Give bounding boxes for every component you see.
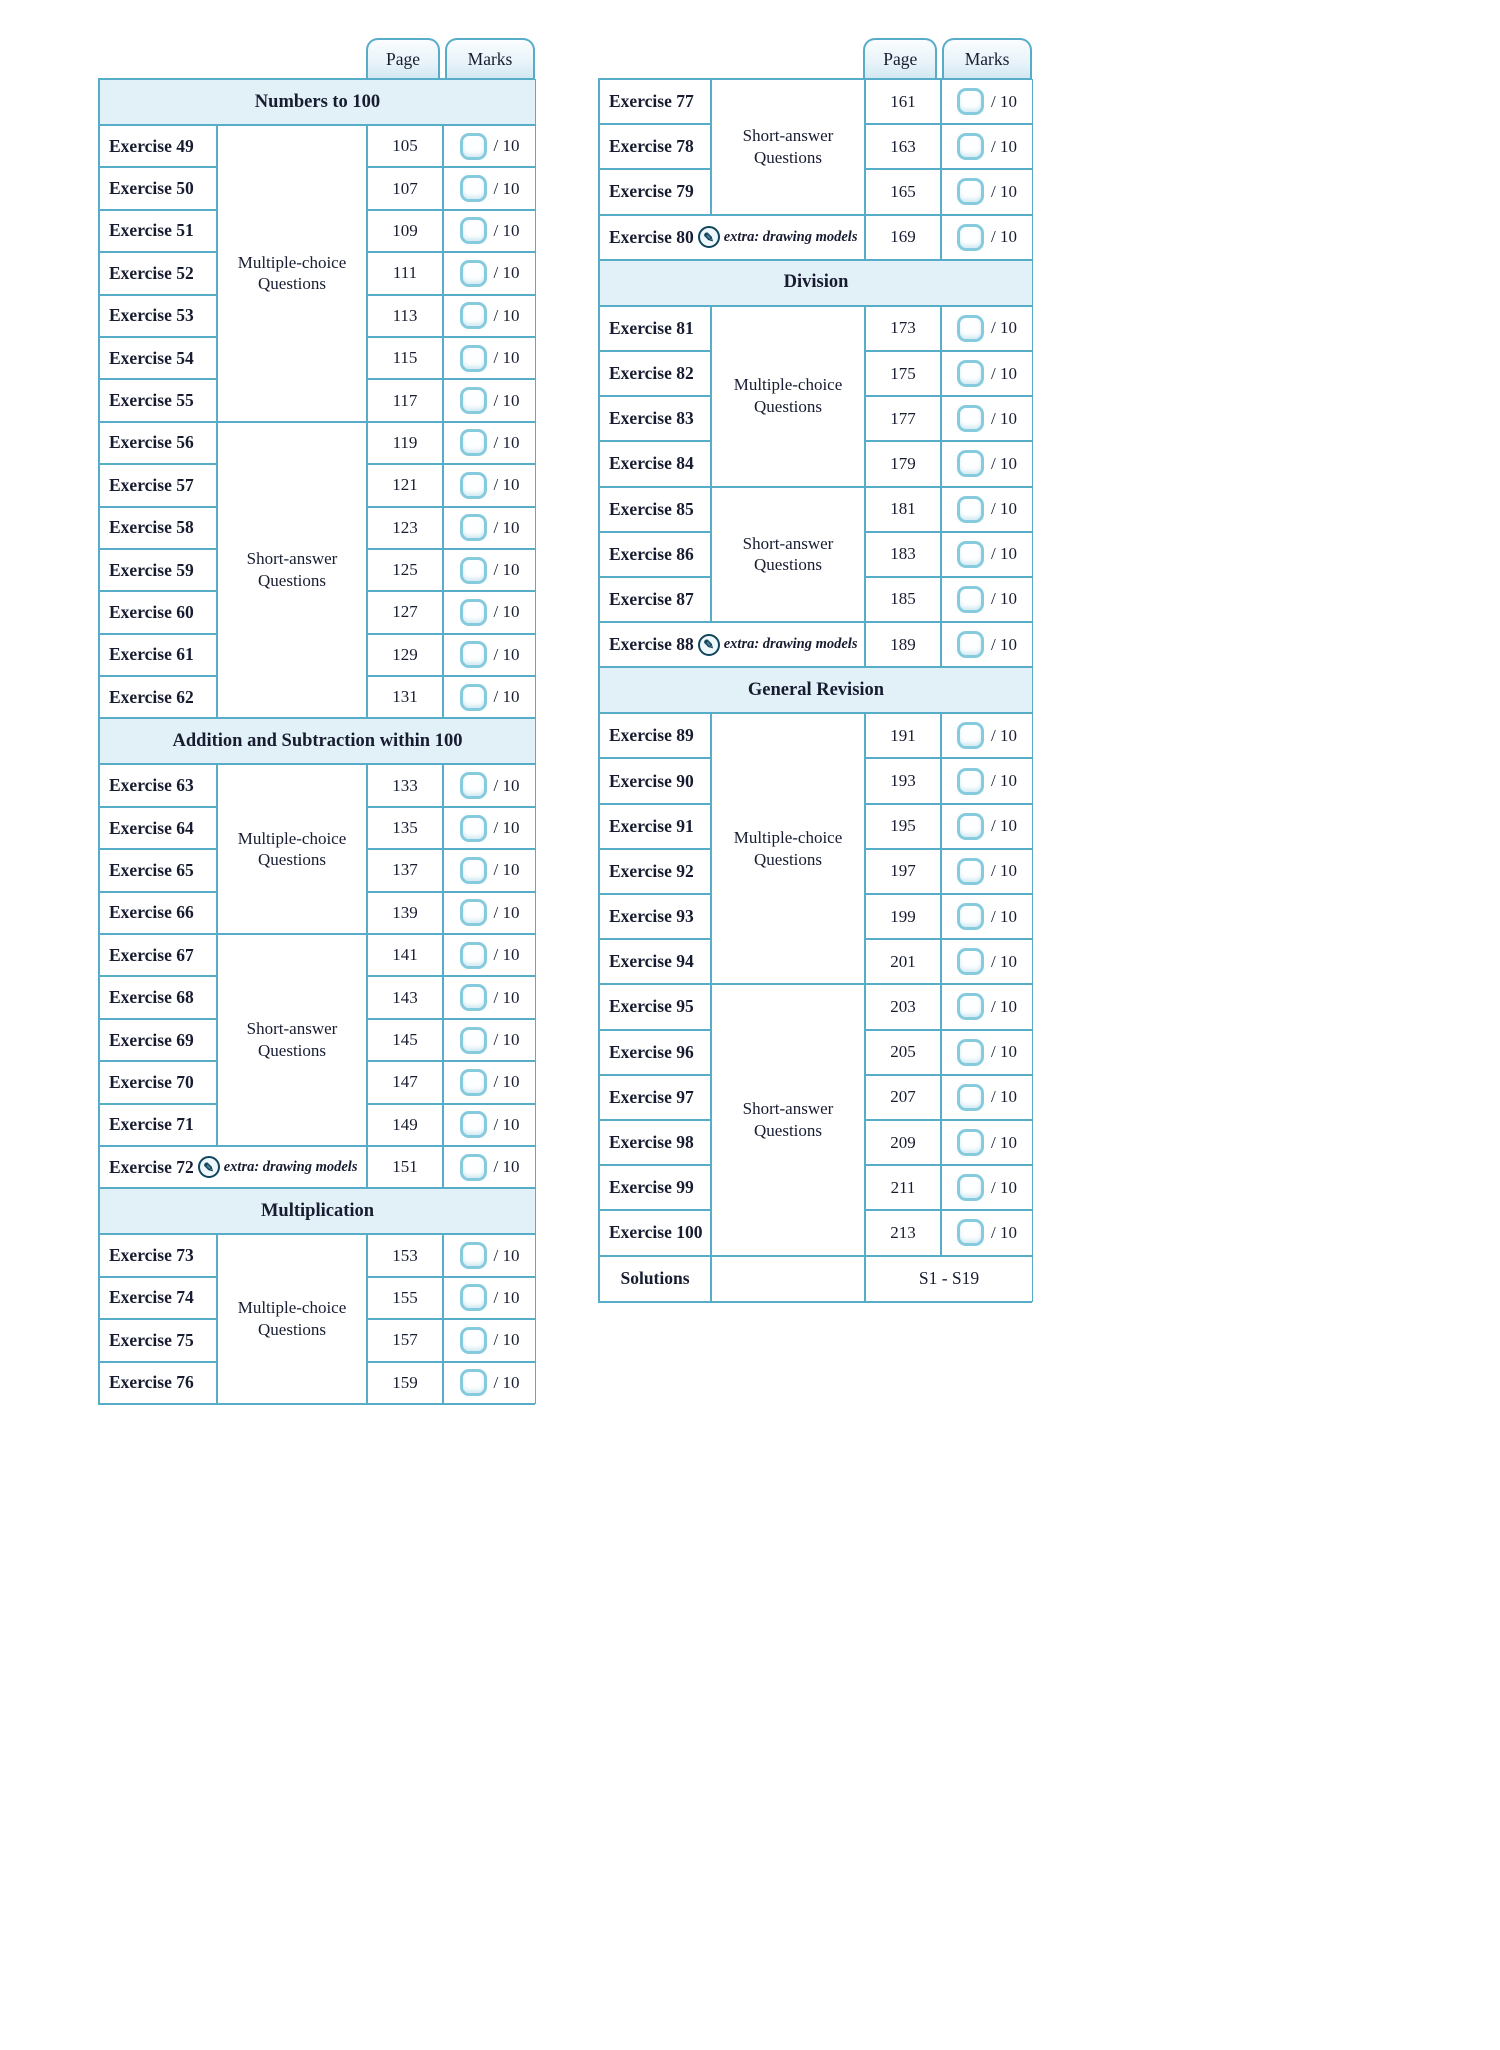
exercise-name-cell: Exercise 54 [99, 337, 217, 379]
marks-label: / 10 [493, 945, 520, 965]
marks-label: / 10 [493, 860, 520, 880]
exercise-name-cell: Exercise 83 [599, 396, 711, 441]
marks-cell [941, 1165, 1033, 1210]
marks-label: / 10 [991, 861, 1017, 881]
page-number-cell: 177 [865, 396, 941, 441]
page-number-cell: 137 [367, 849, 443, 891]
marks-cell [941, 532, 1033, 577]
marks-label: / 10 [991, 1177, 1017, 1197]
marks-input-box[interactable] [460, 133, 487, 160]
marks-input-box[interactable] [460, 175, 487, 202]
marks-cell [443, 167, 536, 209]
marks-input-box[interactable] [460, 857, 487, 884]
exercise-name-cell: Exercise 93 [599, 894, 711, 939]
marks-input-box[interactable] [460, 1327, 487, 1354]
exercise-name-cell: Exercise 56 [99, 422, 217, 464]
marks-input-box[interactable] [957, 360, 984, 387]
marks-label: / 10 [991, 816, 1017, 836]
marks-input-box[interactable] [957, 858, 984, 885]
marks-input-box[interactable] [460, 599, 487, 626]
marks-label: / 10 [991, 181, 1017, 201]
page-number-cell: 165 [865, 169, 941, 214]
exercise-name-cell: Exercise 68 [99, 976, 217, 1018]
exercise-name-cell: Exercise 86 [599, 532, 711, 577]
marks-cell [443, 976, 536, 1018]
page-number-cell: 203 [865, 984, 941, 1029]
exercise-name-cell: Exercise 78 [599, 124, 711, 169]
marks-input-box[interactable] [460, 1069, 487, 1096]
exercise-name-cell: Exercise 82 [599, 351, 711, 396]
marks-input-box[interactable] [957, 948, 984, 975]
exercise-name-cell: Exercise 87 [599, 577, 711, 622]
page-number-cell: 161 [865, 79, 941, 124]
exercise-label: Exercise 88 [609, 634, 694, 655]
page-number-cell: 129 [367, 634, 443, 676]
marks-input-box[interactable] [460, 899, 487, 926]
question-type-cell: Multiple-choice Questions [711, 713, 865, 984]
exercise-name-cell: Exercise 59 [99, 549, 217, 591]
page-number-cell: 163 [865, 124, 941, 169]
exercise-name-cell: Exercise 65 [99, 849, 217, 891]
marks-cell [941, 577, 1033, 622]
marks-label: / 10 [493, 1287, 520, 1307]
pencil-icon: ✎ [698, 226, 720, 248]
exercise-name-cell: Exercise 55 [99, 379, 217, 421]
marks-input-box[interactable] [957, 496, 984, 523]
exercise-name-cell: Exercise 74 [99, 1277, 217, 1319]
marks-label: / 10 [493, 1330, 520, 1350]
pencil-icon: ✎ [698, 634, 720, 656]
marks-cell [941, 758, 1033, 803]
page-number-cell: 107 [367, 167, 443, 209]
marks-input-box[interactable] [957, 1084, 984, 1111]
exercise-name-cell: Exercise 49 [99, 125, 217, 167]
marks-input-box[interactable] [460, 345, 487, 372]
marks-label: / 10 [493, 987, 520, 1007]
exercise-extra-cell [599, 215, 865, 260]
marks-cell [941, 984, 1033, 1029]
marks-cell [941, 713, 1033, 758]
question-type-cell: Multiple-choice Questions [217, 125, 367, 422]
marks-input-box[interactable] [460, 684, 487, 711]
marks-label: / 10 [493, 390, 520, 410]
exercise-name-cell: Exercise 53 [99, 295, 217, 337]
question-type-cell: Short-answer Questions [711, 984, 865, 1255]
marks-input-box[interactable] [957, 586, 984, 613]
page-number-cell: 183 [865, 532, 941, 577]
marks-cell [941, 306, 1033, 351]
page-number-cell: 155 [367, 1277, 443, 1319]
exercise-name-cell: Exercise 61 [99, 634, 217, 676]
page-number-cell: 199 [865, 894, 941, 939]
marks-cell [443, 464, 536, 506]
question-type-cell: Short-answer Questions [217, 422, 367, 719]
marks-input-box[interactable] [460, 942, 487, 969]
exercise-name-cell: Exercise 57 [99, 464, 217, 506]
marks-label: / 10 [493, 687, 520, 707]
page-number-cell: 143 [367, 976, 443, 1018]
marks-input-box[interactable] [957, 813, 984, 840]
marks-label: / 10 [991, 363, 1017, 383]
page-number-cell: 125 [367, 549, 443, 591]
marks-cell [941, 939, 1033, 984]
page-number-cell: 211 [865, 1165, 941, 1210]
page-number-cell: 157 [367, 1319, 443, 1361]
contents-table-right [598, 78, 1032, 1303]
marks-cell [941, 487, 1033, 532]
marks-label: / 10 [493, 263, 520, 283]
marks-label: / 10 [991, 725, 1017, 745]
solutions-spacer-cell [711, 1256, 865, 1302]
marks-cell [443, 591, 536, 633]
marks-label: / 10 [991, 1042, 1017, 1062]
marks-cell [443, 379, 536, 421]
marks-label: / 10 [493, 220, 520, 240]
marks-cell [443, 1277, 536, 1319]
exercise-name-cell: Exercise 96 [599, 1030, 711, 1075]
page-number-cell: 207 [865, 1075, 941, 1120]
marks-label: / 10 [991, 91, 1017, 111]
section-header: Division [599, 260, 1033, 306]
tabs-row [598, 38, 1032, 78]
marks-cell [443, 210, 536, 252]
page-number-cell: 135 [367, 807, 443, 849]
marks-cell [941, 396, 1033, 441]
marks-input-box[interactable] [460, 984, 487, 1011]
marks-label: / 10 [991, 544, 1017, 564]
marks-label: / 10 [991, 318, 1017, 338]
marks-input-box[interactable] [957, 405, 984, 432]
exercise-name-cell: Exercise 79 [599, 169, 711, 214]
solutions-pages-cell: S1 - S19 [865, 1256, 1033, 1302]
marks-label: / 10 [493, 1030, 520, 1049]
page-number-cell: 111 [367, 252, 443, 294]
extra-note: extra: drawing models [723, 636, 858, 653]
marks-input-box[interactable] [460, 1027, 487, 1054]
marks-cell [941, 849, 1033, 894]
section-header: Addition and Subtraction within 100 [99, 718, 536, 764]
exercise-name-cell: Exercise 92 [599, 849, 711, 894]
exercise-name-cell: Exercise 67 [99, 934, 217, 976]
exercise-name-cell: Exercise 76 [99, 1362, 217, 1404]
marks-cell [941, 124, 1033, 169]
marks-cell [941, 804, 1033, 849]
exercise-name-cell: Exercise 89 [599, 713, 711, 758]
page-number-cell: 213 [865, 1210, 941, 1255]
question-type-cell: Short-answer Questions [711, 79, 865, 215]
page-number-cell: 153 [367, 1234, 443, 1276]
exercise-name-cell: Exercise 90 [599, 758, 711, 803]
marks-cell [443, 1061, 536, 1103]
marks-label: / 10 [991, 227, 1017, 247]
marks-input-box[interactable] [460, 815, 487, 842]
marks-cell [443, 1104, 536, 1146]
page-number-cell: 151 [367, 1146, 443, 1188]
page-number-cell: 123 [367, 507, 443, 549]
marks-label: / 10 [991, 136, 1017, 156]
pencil-icon: ✎ [198, 1156, 220, 1178]
marks-input-box[interactable] [957, 178, 984, 205]
marks-label: / 10 [493, 348, 520, 368]
marks-label: / 10 [991, 453, 1017, 473]
marks-input-box[interactable] [957, 133, 984, 160]
marks-label: / 10 [493, 560, 520, 580]
exercise-label: Exercise 72 [109, 1156, 194, 1177]
marks-label: / 10 [991, 1087, 1017, 1107]
marks-input-box[interactable] [460, 514, 487, 541]
page-number-cell: 127 [367, 591, 443, 633]
exercise-name-cell: Exercise 71 [99, 1104, 217, 1146]
marks-label: / 10 [493, 644, 520, 664]
marks-label: / 10 [493, 1072, 520, 1092]
tabs-row [98, 38, 535, 78]
page-number-cell: 141 [367, 934, 443, 976]
marks-input-box[interactable] [460, 1111, 487, 1138]
page-number-cell: 115 [367, 337, 443, 379]
marks-cell [941, 622, 1033, 667]
page-number-cell: 197 [865, 849, 941, 894]
marks-cell [941, 215, 1033, 260]
solutions-label-cell: Solutions [599, 1256, 711, 1302]
page-number-cell: 185 [865, 577, 941, 622]
exercise-extra-cell [99, 1146, 367, 1188]
exercise-name-cell: Exercise 51 [99, 210, 217, 252]
marks-input-box[interactable] [957, 631, 984, 658]
marks-input-box[interactable] [957, 1129, 984, 1156]
exercise-name-cell: Exercise 91 [599, 804, 711, 849]
marks-cell [443, 892, 536, 934]
marks-cell [941, 441, 1033, 486]
marks-cell [443, 125, 536, 167]
marks-label: / 10 [991, 1222, 1017, 1242]
marks-input-box[interactable] [460, 641, 487, 668]
question-type-cell: Multiple-choice Questions [711, 306, 865, 487]
marks-cell [443, 1234, 536, 1276]
marks-input-box[interactable] [460, 1284, 487, 1311]
page-number-cell: 189 [865, 622, 941, 667]
extra-note: extra: drawing models [723, 228, 858, 245]
page-number-cell: 205 [865, 1030, 941, 1075]
marks-label: / 10 [991, 906, 1017, 926]
exercise-name-cell: Exercise 99 [599, 1165, 711, 1210]
marks-input-box[interactable] [460, 429, 487, 456]
marks-cell [443, 634, 536, 676]
exercise-name-cell: Exercise 64 [99, 807, 217, 849]
exercise-name-cell: Exercise 50 [99, 167, 217, 209]
marks-label: / 10 [493, 1114, 520, 1134]
marks-cell [443, 549, 536, 591]
marks-label: / 10 [991, 771, 1017, 791]
marks-cell [443, 1319, 536, 1361]
marks-input-box[interactable] [957, 903, 984, 930]
marks-input-box[interactable] [957, 722, 984, 749]
page-number-cell: 109 [367, 210, 443, 252]
marks-cell [443, 507, 536, 549]
exercise-name-cell: Exercise 84 [599, 441, 711, 486]
marks-label: / 10 [493, 432, 520, 452]
question-type-cell: Short-answer Questions [217, 934, 367, 1146]
marks-label: / 10 [991, 951, 1017, 971]
marks-input-box[interactable] [460, 1154, 487, 1181]
marks-label: / 10 [991, 408, 1017, 428]
marks-cell [443, 1146, 536, 1188]
page-number-cell: 119 [367, 422, 443, 464]
marks-input-box[interactable] [460, 472, 487, 499]
marks-input-box[interactable] [957, 993, 984, 1020]
question-type-cell: Short-answer Questions [711, 487, 865, 623]
section-header: Multiplication [99, 1188, 536, 1234]
marks-input-box[interactable] [460, 302, 487, 329]
page-number-cell: 139 [367, 892, 443, 934]
marks-tab: Marks [942, 38, 1032, 78]
page-number-cell: 201 [865, 939, 941, 984]
page-number-cell: 191 [865, 713, 941, 758]
exercise-name-cell: Exercise 69 [99, 1019, 217, 1061]
page-number-cell: 131 [367, 676, 443, 718]
marks-input-box[interactable] [460, 387, 487, 414]
marks-label: / 10 [493, 775, 520, 795]
page-number-cell: 105 [367, 125, 443, 167]
marks-cell [443, 849, 536, 891]
question-type-cell: Multiple-choice Questions [217, 1234, 367, 1404]
contents-table-left [98, 78, 535, 1405]
exercise-name-cell: Exercise 73 [99, 1234, 217, 1276]
exercise-name-cell: Exercise 85 [599, 487, 711, 532]
marks-label: / 10 [493, 1157, 520, 1177]
contents-column-right [598, 38, 1032, 1303]
marks-label: / 10 [991, 499, 1017, 519]
exercise-name-cell: Exercise 63 [99, 764, 217, 806]
marks-cell [443, 1362, 536, 1404]
page-number-cell: 117 [367, 379, 443, 421]
marks-label: / 10 [991, 634, 1017, 654]
page-number-cell: 121 [367, 464, 443, 506]
exercise-name-cell: Exercise 66 [99, 892, 217, 934]
marks-cell [443, 422, 536, 464]
page-number-cell: 159 [367, 1362, 443, 1404]
marks-input-box[interactable] [957, 224, 984, 251]
marks-cell [443, 764, 536, 806]
marks-cell [941, 79, 1033, 124]
marks-cell [443, 676, 536, 718]
marks-cell [941, 1075, 1033, 1120]
marks-label: / 10 [991, 1132, 1017, 1152]
exercise-name-cell: Exercise 75 [99, 1319, 217, 1361]
page-number-cell: 147 [367, 1061, 443, 1103]
marks-cell [443, 934, 536, 976]
marks-input-box[interactable] [460, 1242, 487, 1269]
exercise-name-cell: Exercise 52 [99, 252, 217, 294]
marks-input-box[interactable] [957, 88, 984, 115]
marks-cell [443, 337, 536, 379]
exercise-name-cell: Exercise 97 [599, 1075, 711, 1120]
page-tab: Page [366, 38, 440, 78]
exercise-extra-cell [599, 622, 865, 667]
exercise-name-cell: Exercise 100 [599, 1210, 711, 1255]
marks-label: / 10 [493, 136, 520, 156]
exercise-name-cell: Exercise 94 [599, 939, 711, 984]
page-number-cell: 193 [865, 758, 941, 803]
marks-input-box[interactable] [957, 768, 984, 795]
page-number-cell: 133 [367, 764, 443, 806]
page-number-cell: 181 [865, 487, 941, 532]
page-number-cell: 113 [367, 295, 443, 337]
page-number-cell: 149 [367, 1104, 443, 1146]
page-tab: Page [863, 38, 937, 78]
section-header: Numbers to 100 [99, 79, 536, 125]
marks-input-box[interactable] [957, 1039, 984, 1066]
marks-input-box[interactable] [957, 1174, 984, 1201]
marks-tab: Marks [445, 38, 535, 78]
exercise-name-cell: Exercise 70 [99, 1061, 217, 1103]
marks-label: / 10 [493, 305, 520, 325]
marks-cell [443, 252, 536, 294]
marks-cell [941, 1030, 1033, 1075]
marks-cell [941, 351, 1033, 396]
marks-cell [941, 1210, 1033, 1255]
marks-input-box[interactable] [957, 315, 984, 342]
page-number-cell: 169 [865, 215, 941, 260]
marks-cell [941, 1120, 1033, 1165]
exercise-name-cell: Exercise 98 [599, 1120, 711, 1165]
marks-input-box[interactable] [460, 557, 487, 584]
marks-label: / 10 [493, 818, 520, 838]
marks-label: / 10 [493, 475, 520, 495]
marks-input-box[interactable] [460, 217, 487, 244]
exercise-name-cell: Exercise 58 [99, 507, 217, 549]
exercise-name-cell: Exercise 62 [99, 676, 217, 718]
page-number-cell: 179 [865, 441, 941, 486]
marks-input-box[interactable] [460, 772, 487, 799]
marks-label: / 10 [493, 178, 520, 198]
marks-label: / 10 [493, 902, 520, 922]
page-number-cell: 173 [865, 306, 941, 351]
exercise-name-cell: Exercise 95 [599, 984, 711, 1029]
marks-label: / 10 [991, 589, 1017, 609]
extra-note: extra: drawing models [223, 1158, 358, 1175]
marks-cell [941, 169, 1033, 214]
marks-cell [443, 295, 536, 337]
exercise-name-cell: Exercise 77 [599, 79, 711, 124]
marks-label: / 10 [493, 602, 520, 622]
marks-input-box[interactable] [460, 260, 487, 287]
marks-label: / 10 [493, 1245, 520, 1265]
section-header: General Revision [599, 667, 1033, 713]
exercise-name-cell: Exercise 81 [599, 306, 711, 351]
question-type-cell: Multiple-choice Questions [217, 764, 367, 934]
marks-input-box[interactable] [957, 1219, 984, 1246]
page-number-cell: 209 [865, 1120, 941, 1165]
exercise-name-cell: Exercise 60 [99, 591, 217, 633]
marks-label: / 10 [493, 517, 520, 537]
page-number-cell: 195 [865, 804, 941, 849]
contents-column-left [98, 38, 535, 1405]
page-number-cell: 175 [865, 351, 941, 396]
marks-cell [443, 807, 536, 849]
marks-input-box[interactable] [957, 541, 984, 568]
marks-input-box[interactable] [460, 1369, 487, 1396]
exercise-label: Exercise 80 [609, 226, 694, 247]
marks-label: / 10 [493, 1372, 520, 1392]
marks-label: / 10 [991, 996, 1017, 1016]
page-number-cell: 145 [367, 1019, 443, 1061]
marks-cell [443, 1019, 536, 1061]
marks-cell [941, 894, 1033, 939]
marks-input-box[interactable] [957, 450, 984, 477]
